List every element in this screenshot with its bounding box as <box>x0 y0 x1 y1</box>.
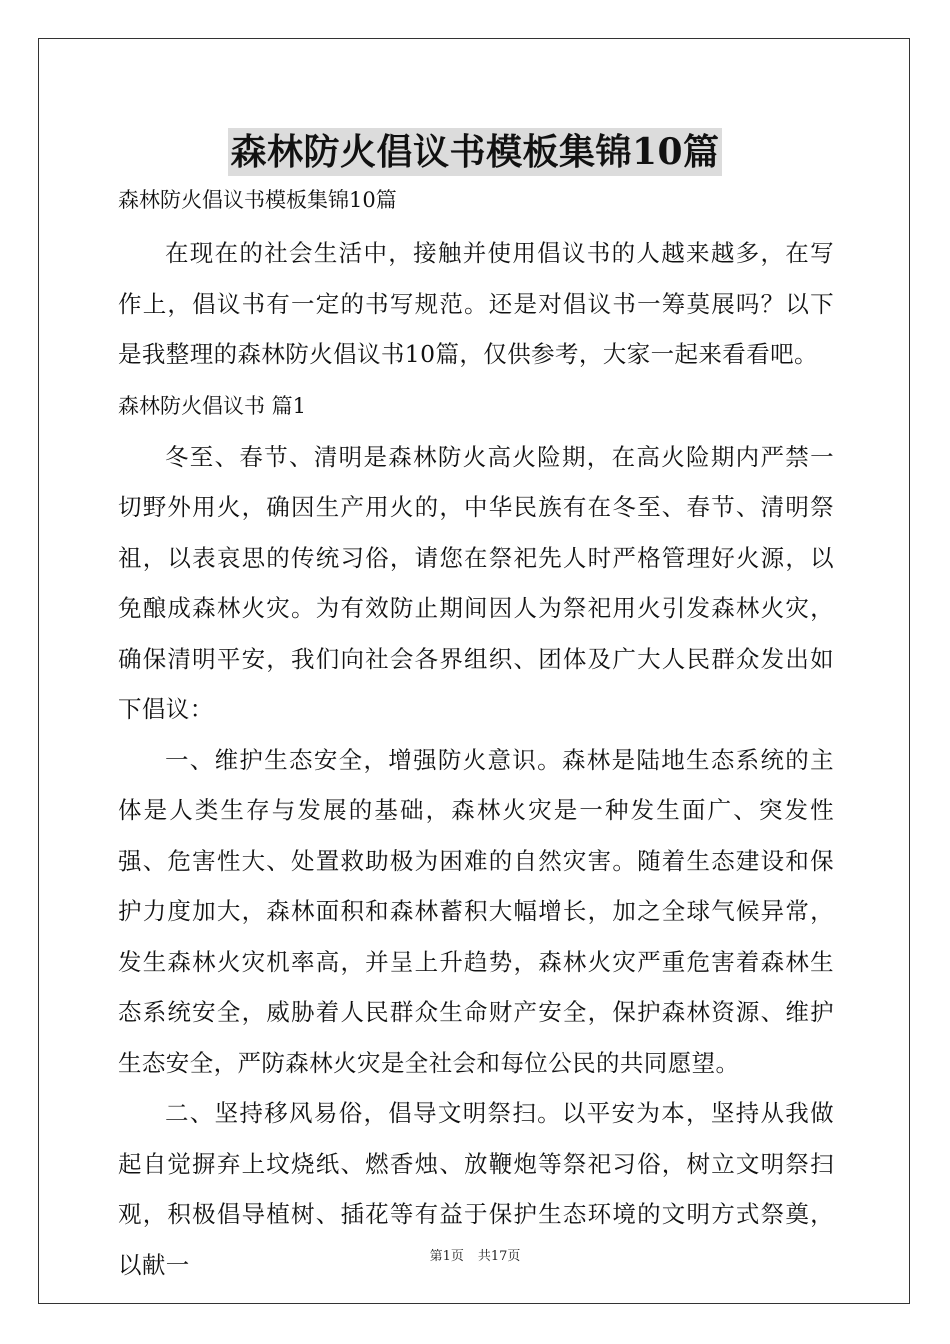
intro-paragraph: 在现在的社会生活中，接触并使用倡议书的人越来越多，在写作上，倡议书有一定的书写规范。还是对倡议书一筹莫展吗？以下是我整理的森林防火倡议书10篇，仅供参考，大家一起来看看吧。 <box>118 239 834 368</box>
body-paragraph-2: 一、维护生态安全，增强防火意识。森林是陆地生态系统的主体是人类生存与发展的基础，森林火灾是一种发生面广、突发性强、危害性大、处置救助极为困难的自然灾害。随着生态建设和保护力度加大，森林面积和森林蓄积大幅增长，加之全球气候异常，发生森林火灾机率高，并呈上升趋势，森林火灾严重危害着森林生态系统安全，威胁着人民群众生命财产安全，保护森林资源、维护生态安全，严防森林火灾是全社会和每位公民的共同愿望。 <box>118 745 834 1077</box>
body-paragraph-1: 冬至、春节、清明是森林防火高火险期，在高火险期内严禁一切野外用火，确因生产用火的，中华民族有在冬至、春节、清明祭祖，以表哀思的传统习俗，请您在祭祀先人时严格管理好火源，以免酿成森林火灾。为有效防止期间因人为祭祀用火引发森林火灾，确保清明平安，我们向社会各界组织、团体及广大人民群众发出如下倡议： <box>118 442 834 723</box>
title-area <box>0 128 950 176</box>
page-number: 第1页 <box>429 1249 464 1264</box>
page-total: 共17页 <box>477 1249 521 1264</box>
document-title: 森林防火倡议书模板集锦10篇 <box>228 128 721 176</box>
page-footer <box>0 1248 950 1266</box>
section-heading: 森林防火倡议书 篇1 <box>118 393 307 418</box>
body-paragraph-3: 二、坚持移风易俗，倡导文明祭扫。以平安为本，坚持从我做起自觉摒弃上坟烧纸、燃香烛、放鞭炮等祭祀习俗，树立文明祭扫观，积极倡导植树、插花等有益于保护生态环境的文明方式祭奠，以献一 <box>118 1099 834 1279</box>
document-body <box>118 180 834 1290</box>
document-subtitle: 森林防火倡议书模板集锦10篇 <box>118 188 397 212</box>
